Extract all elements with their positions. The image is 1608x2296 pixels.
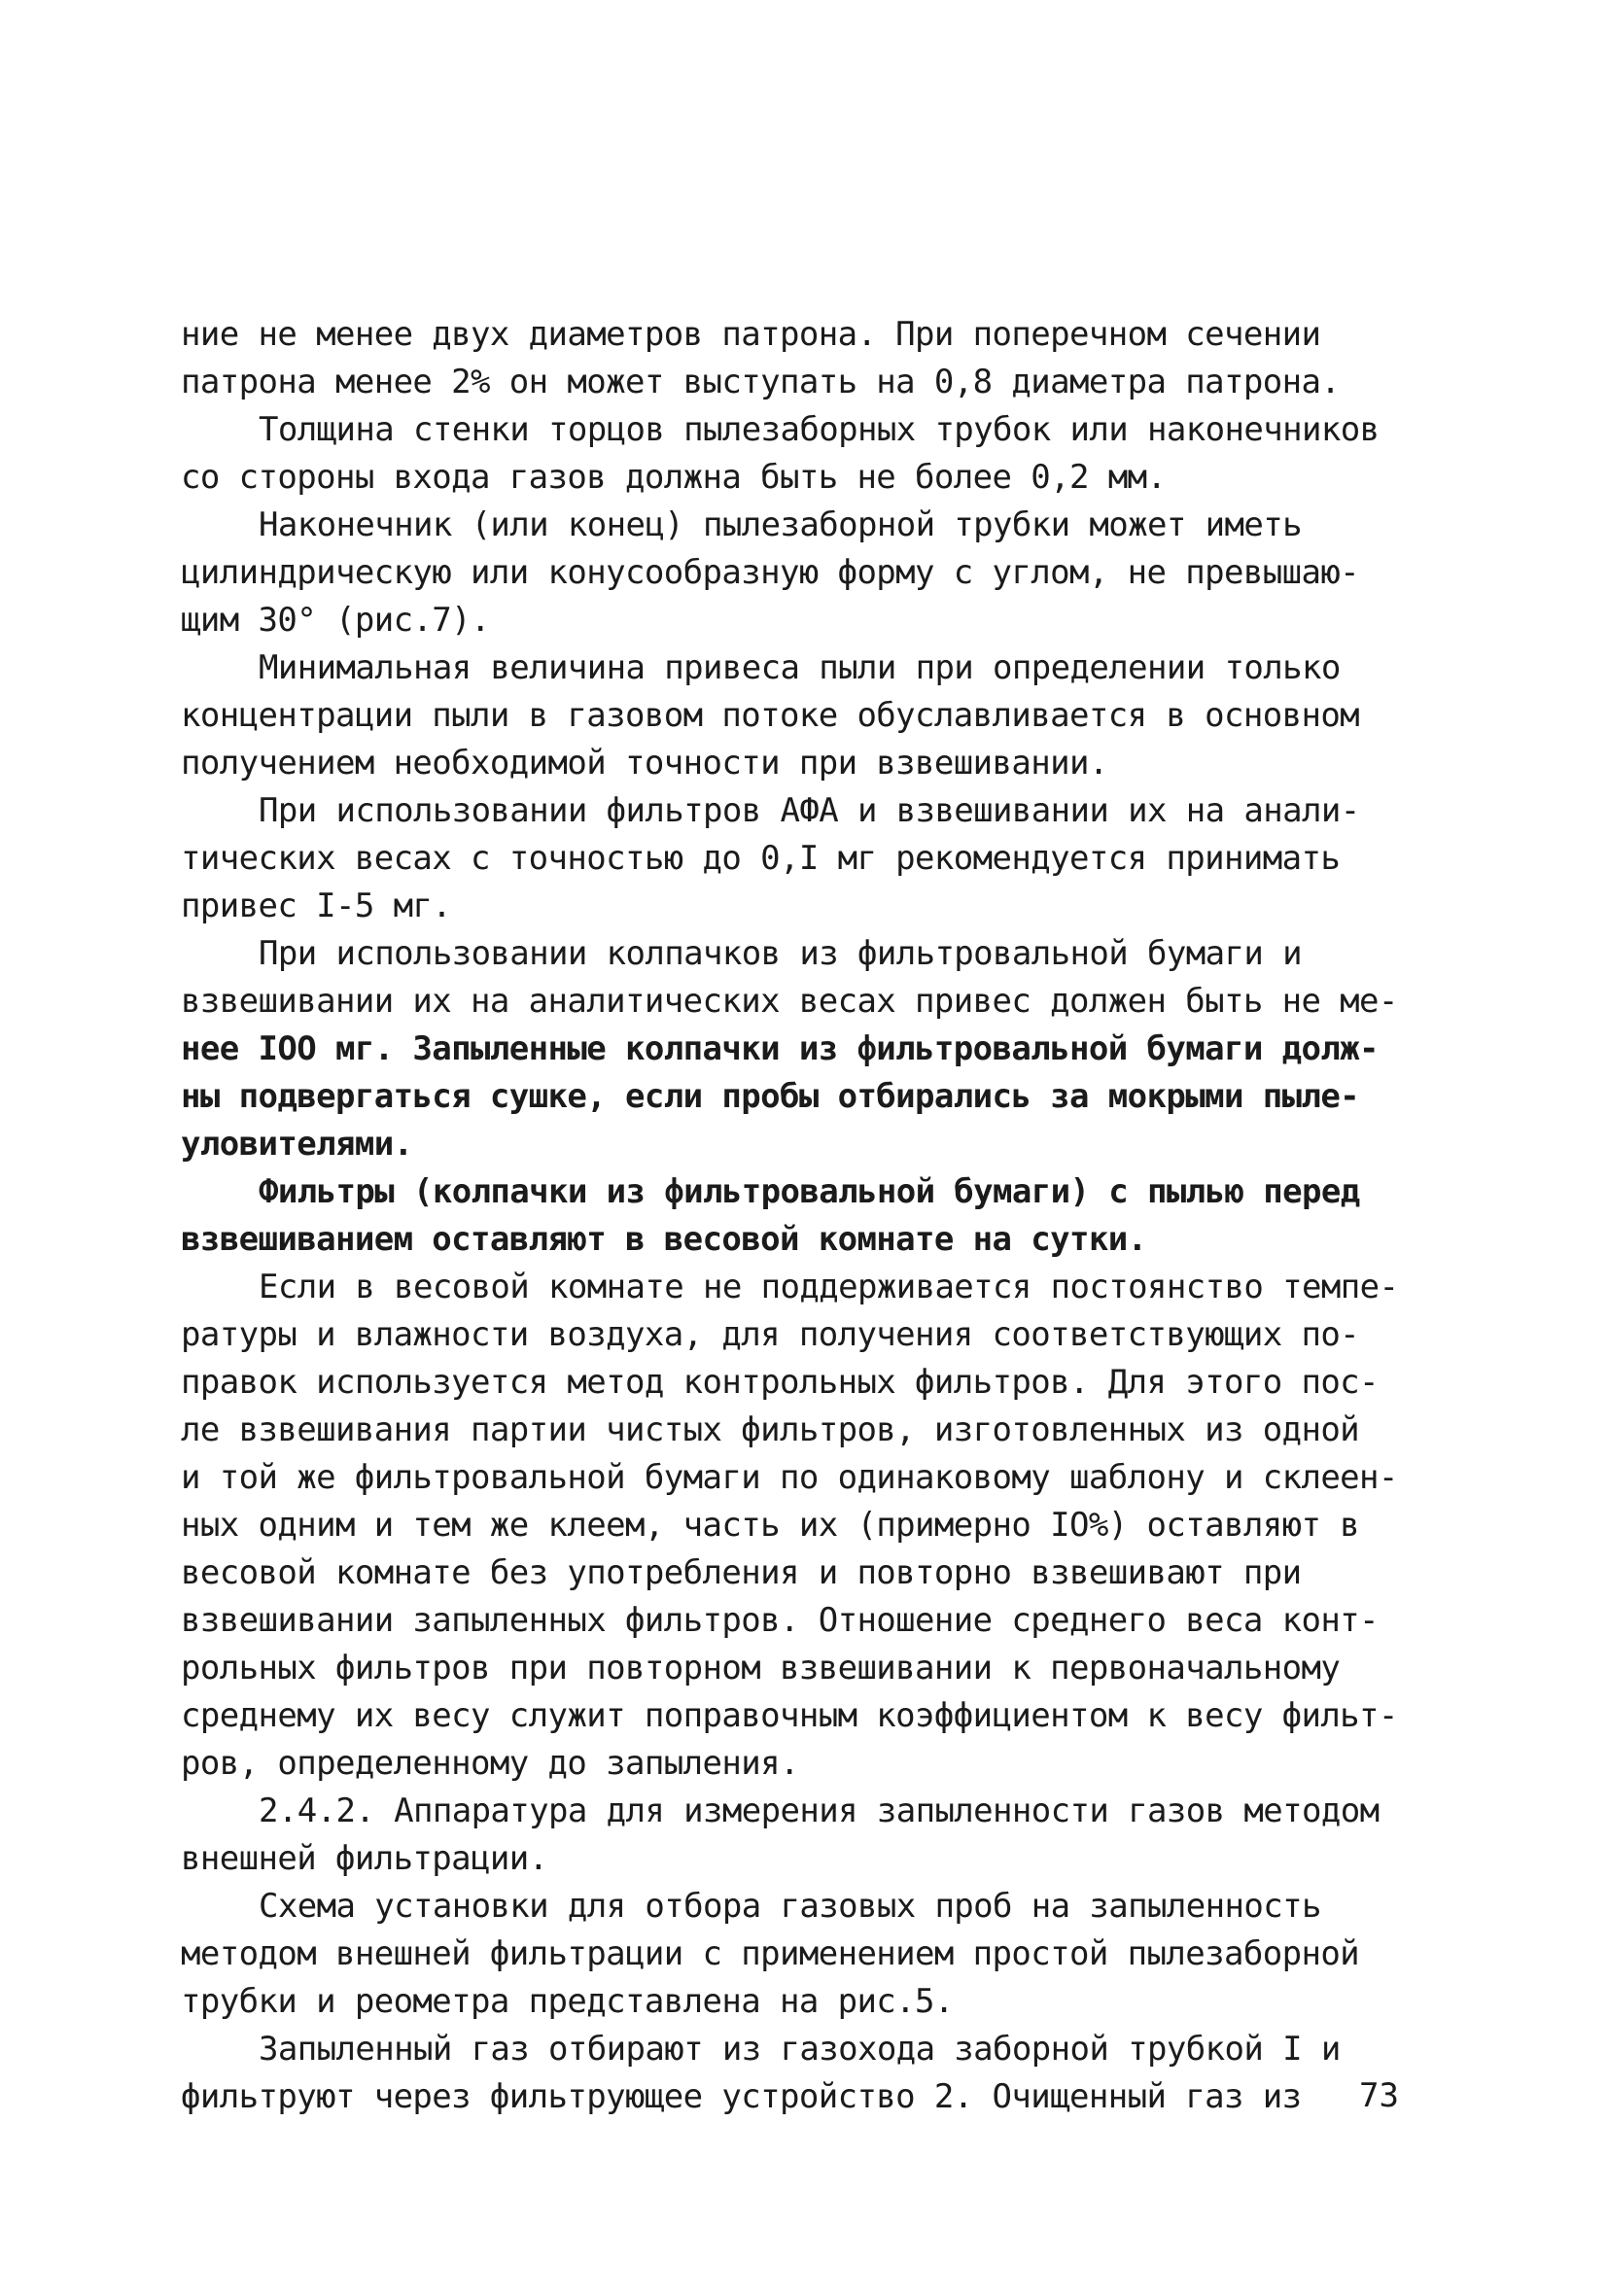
- text-line: Минимальная величина привеса пыли при определении только: [259, 648, 1341, 687]
- text-line: Если в весовой комнате не поддерживается постоянство темпе-: [259, 1268, 1399, 1306]
- text-line: патрона менее 2% он может выступать на 0,8 диаметра патрона.: [181, 363, 1341, 401]
- text-line: со стороны входа газов должна быть не более 0,2 мм.: [181, 458, 1167, 497]
- text-line: весовой комнате без употребления и повторно взвешивают при: [181, 1553, 1302, 1592]
- text-line: взвешивании запыленных фильтров. Отношение среднего веса конт-: [181, 1601, 1379, 1640]
- text-line: и той же фильтровальной бумаги по одинаковому шаблону и склеен-: [181, 1458, 1398, 1497]
- text-line: ние не менее двух диаметров патрона. При поперечном сечении: [181, 315, 1321, 354]
- text-line: взвешивании их на аналитических весах привес должен быть не ме-: [181, 982, 1398, 1021]
- text-line: тических весах с точностью до 0,I мг рекомендуется принимать: [181, 839, 1341, 878]
- page-number: 73: [1359, 2076, 1399, 2115]
- text-line: цилиндрическую или конусообразную форму с углом, не превышаю-: [181, 553, 1360, 592]
- text-line: правок используется метод контрольных фильтров. Для этого пос-: [181, 1363, 1379, 1402]
- text-line: фильтруют через фильтрующее устройство 2. Очищенный газ из: [181, 2077, 1302, 2116]
- text-line: привес I-5 мг.: [181, 887, 452, 925]
- text-line: Схема установки для отбора газовых проб на запыленность: [259, 1887, 1321, 1926]
- text-line: нее IOO мг. Запыленные колпачки из фильтровальной бумаги долж-: [181, 1029, 1379, 1068]
- text-line: ле взвешивания партии чистых фильтров, изготовленных из одной: [181, 1410, 1360, 1449]
- text-line: трубки и реометра представлена на рис.5.: [181, 1982, 954, 2021]
- text-line: При использовании колпачков из фильтровальной бумаги и: [259, 934, 1302, 973]
- text-line: уловителями.: [181, 1125, 413, 1164]
- text-line: Запыленный газ отбирают из газохода заборной трубкой I и: [259, 2030, 1341, 2069]
- text-line: рольных фильтров при повторном взвешивании к первоначальному: [181, 1649, 1341, 1687]
- text-line: взвешиванием оставляют в весовой комнате на сутки.: [181, 1220, 1147, 1259]
- body-text: [181, 311, 1435, 2121]
- text-line: ны подвергаться сушке, если пробы отбирались за мокрыми пыле-: [181, 1077, 1360, 1116]
- text-line: щим 30° (рис.7).: [181, 601, 490, 640]
- text-line: ров, определенному до запыления.: [181, 1744, 799, 1783]
- text-line: Толщина стенки торцов пылезаборных трубок или наконечников: [259, 410, 1380, 449]
- text-line: концентрации пыли в газовом потоке обуславливается в основном: [181, 696, 1360, 735]
- text-line: Наконечник (или конец) пылезаборной трубки может иметь: [259, 505, 1302, 544]
- section-heading-line: 2.4.2. Аппаратура для измерения запыленности газов методом: [259, 1792, 1380, 1830]
- text-line: ратуры и влажности воздуха, для получения соответствующих по-: [181, 1315, 1360, 1354]
- text-line: среднему их весу служит поправочным коэффициентом к весу фильт-: [181, 1696, 1398, 1735]
- text-line: При использовании фильтров АФА и взвешивании их на анали-: [259, 791, 1360, 830]
- text-line: методом внешней фильтрации с применением простой пылезаборной: [181, 1934, 1360, 1973]
- text-line: ных одним и тем же клеем, часть их (примерно IO%) оставляют в: [181, 1506, 1360, 1545]
- section-heading-line: внешней фильтрации.: [181, 1839, 548, 1878]
- text-line: Фильтры (колпачки из фильтровальной бумаги) с пылью перед: [259, 1172, 1360, 1211]
- text-line: получением необходимой точности при взвешивании.: [181, 744, 1108, 783]
